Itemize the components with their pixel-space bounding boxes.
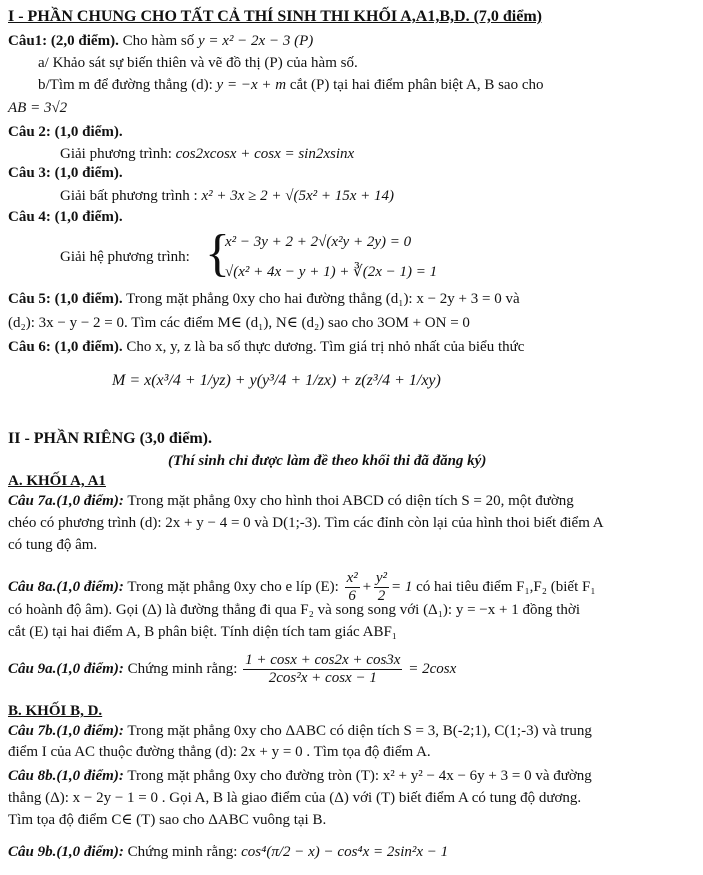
section2-title: II - PHẦN RIÊNG (3,0 điểm). — [8, 430, 212, 447]
q1-b-line1: b/Tìm m để đường thẳng (d): y = −x + m cắt (P) tại hai điểm phân biệt A, B sao cho — [38, 77, 544, 93]
q8a-line2: có hoành độ âm). Gọi (Δ) là đường thẳng đi qua F₂ và song song với (Δ₁): y = −x + 1 đồng thời — [8, 602, 580, 618]
q8b-line2: thẳng (Δ): x − 2y − 1 = 0 . Gọi A, B là giao điểm của (Δ) với (T) biết điểm A có tung độ dương. — [8, 790, 582, 806]
q2-label: Câu 2: (1,0 điểm). — [8, 124, 123, 140]
q7b-line1: Câu 7b.(1,0 điểm): Trong mặt phẳng 0xy cho ΔABC có diện tích S = 3, B(-2;1), C(1;-3) và trung — [8, 723, 592, 739]
q8b-label: Câu 8b.(1,0 điểm): — [8, 768, 124, 784]
q7a-line1: Câu 7a.(1,0 điểm): Trong mặt phẳng 0xy cho hình thoi ABCD có diện tích S = 20, một đường — [8, 493, 574, 509]
q4-eq1: x² − 3y + 2 + 2√(x²y + 2y) = 0 — [225, 234, 412, 250]
q3-label: Câu 3: (1,0 điểm). — [8, 165, 123, 181]
q1-label: Câu1: (2,0 điểm). — [8, 33, 119, 49]
q9a-label: Câu 9a.(1,0 điểm): — [8, 660, 124, 677]
q6-label: Câu 6: (1,0 điểm). — [8, 339, 123, 355]
q6-expr: M = x(x³/4 + 1/yz) + y(y³/4 + 1/zx) + z(z³/4 + 1/xy) — [112, 372, 441, 389]
q7b-label: Câu 7b.(1,0 điểm): — [8, 723, 124, 739]
q5-line2: (d₂): 3x − y − 2 = 0. Tìm các điểm M∈ (d₁), N∈ (d₂) sao cho 3OM + ON = 0 — [8, 315, 470, 331]
q4-label: Câu 4: (1,0 điểm). — [8, 209, 123, 225]
q7a-line3: có tung độ âm. — [8, 537, 98, 553]
q7b-line2: điểm I của AC thuộc đường thẳng (d): 2x + y = 0 . Tìm tọa độ điểm A. — [8, 744, 431, 760]
q9b-line: Câu 9b.(1,0 điểm): Chứng minh rằng: cos⁴(π/2 − x) − cos⁴x = 2sin²x − 1 — [8, 844, 449, 860]
q8a-line3: cắt (E) tại hai điểm A, B phân biệt. Tính diện tích tam giác ABF₁ — [8, 624, 398, 640]
q8b-line1: Câu 8b.(1,0 điểm): Trong mặt phẳng 0xy cho đường tròn (T): x² + y² − 4x − 6y + 3 = 0 và đường — [8, 768, 592, 784]
section2-note: (Thí sinh chỉ được làm đề theo khối thi đã đăng ký) — [168, 453, 487, 469]
q8b-line3: Tìm tọa độ điểm C∈ (T) sao cho ΔABC vuông tại B. — [8, 812, 327, 828]
q7a-label: Câu 7a.(1,0 điểm): — [8, 493, 124, 509]
q8a-frac-y: $\frac{\text{y²}}{2}$ — [375, 570, 388, 604]
q8a-frac-x: $\frac{\text{x²}}{6}$ — [346, 570, 358, 604]
q9a-frac: $\frac{1 + \cos x + \cos 2x + \cos 3x}{\text{2cos²x + cosx − 1}}$ — [245, 652, 401, 686]
q1-line — [8, 32, 313, 50]
q8a-label: Câu 8a.(1,0 điểm): — [8, 578, 124, 595]
q9a-line: Câu 9a.(1,0 điểm): Chứng minh rằng: $\frac{1 + \cos x + \cos 2x + \cos 3x}{\text{2cos²x + cosx − 1}}$ = 2cosx — [8, 652, 457, 686]
q1-b-ab: AB = 3√2 — [8, 100, 68, 116]
q5-label: Câu 5: (1,0 điểm). — [8, 291, 123, 307]
q4-brace: { — [205, 225, 230, 282]
q1-a: a/ Khảo sát sự biến thiên và vẽ đồ thị (P) của hàm số. — [38, 55, 358, 71]
q1-intro: Cho hàm số — [122, 33, 195, 49]
q5-line1: Câu 5: (1,0 điểm). Trong mặt phẳng 0xy cho hai đường thẳng (d₁): x − 2y + 3 = 0 và — [8, 291, 520, 307]
q4-text: Giải hệ phương trình: — [60, 249, 190, 265]
q2-eq: cos2xcosx + cosx = sin2xsinx — [175, 146, 355, 162]
q6-line: Câu 6: (1,0 điểm). Cho x, y, z là ba số thực dương. Tìm giá trị nhỏ nhất của biểu thức — [8, 339, 525, 355]
q8a-line1: Câu 8a.(1,0 điểm): Trong mặt phẳng 0xy cho e líp (E): $\frac{\text{x²}}{6}$ + $\frac{\text{y²}}{2}$ = 1 có hai tiêu điểm F₁,F₂ (biết F₁ — [8, 570, 596, 604]
q4-eq2: √(x² + 4x − y + 1) + ∛(2x − 1) = 1 — [225, 264, 438, 280]
q3-line: Giải bất phương trình : x² + 3x ≥ 2 + √(5x² + 15x + 14) — [60, 188, 395, 204]
q7a-line2: chéo có phương trình (d): 2x + y − 4 = 0 và D(1;-3). Tìm các đỉnh còn lại của hình thoi biết điểm A — [8, 515, 604, 531]
blockB-title: B. KHỐI B, D. — [8, 703, 103, 719]
blockA-title: A. KHỐI A, A1 — [8, 473, 106, 489]
q3-eq: x² + 3x ≥ 2 + √(5x² + 15x + 14) — [201, 188, 395, 204]
section1-title: I - PHẦN CHUNG CHO TẤT CẢ THÍ SINH THI KHỐI A,A1,B,D. (7,0 điểm) — [8, 8, 542, 25]
q9b-eq: cos⁴(π/2 − x) − cos⁴x = 2sin²x − 1 — [241, 844, 449, 860]
q9b-label: Câu 9b.(1,0 điểm): — [8, 844, 124, 860]
q1-func: y = x² − 2x − 3 (P) — [198, 33, 314, 49]
q2-line: Giải phương trình: cos2xcosx + cosx = sin2xsinx — [60, 146, 355, 162]
